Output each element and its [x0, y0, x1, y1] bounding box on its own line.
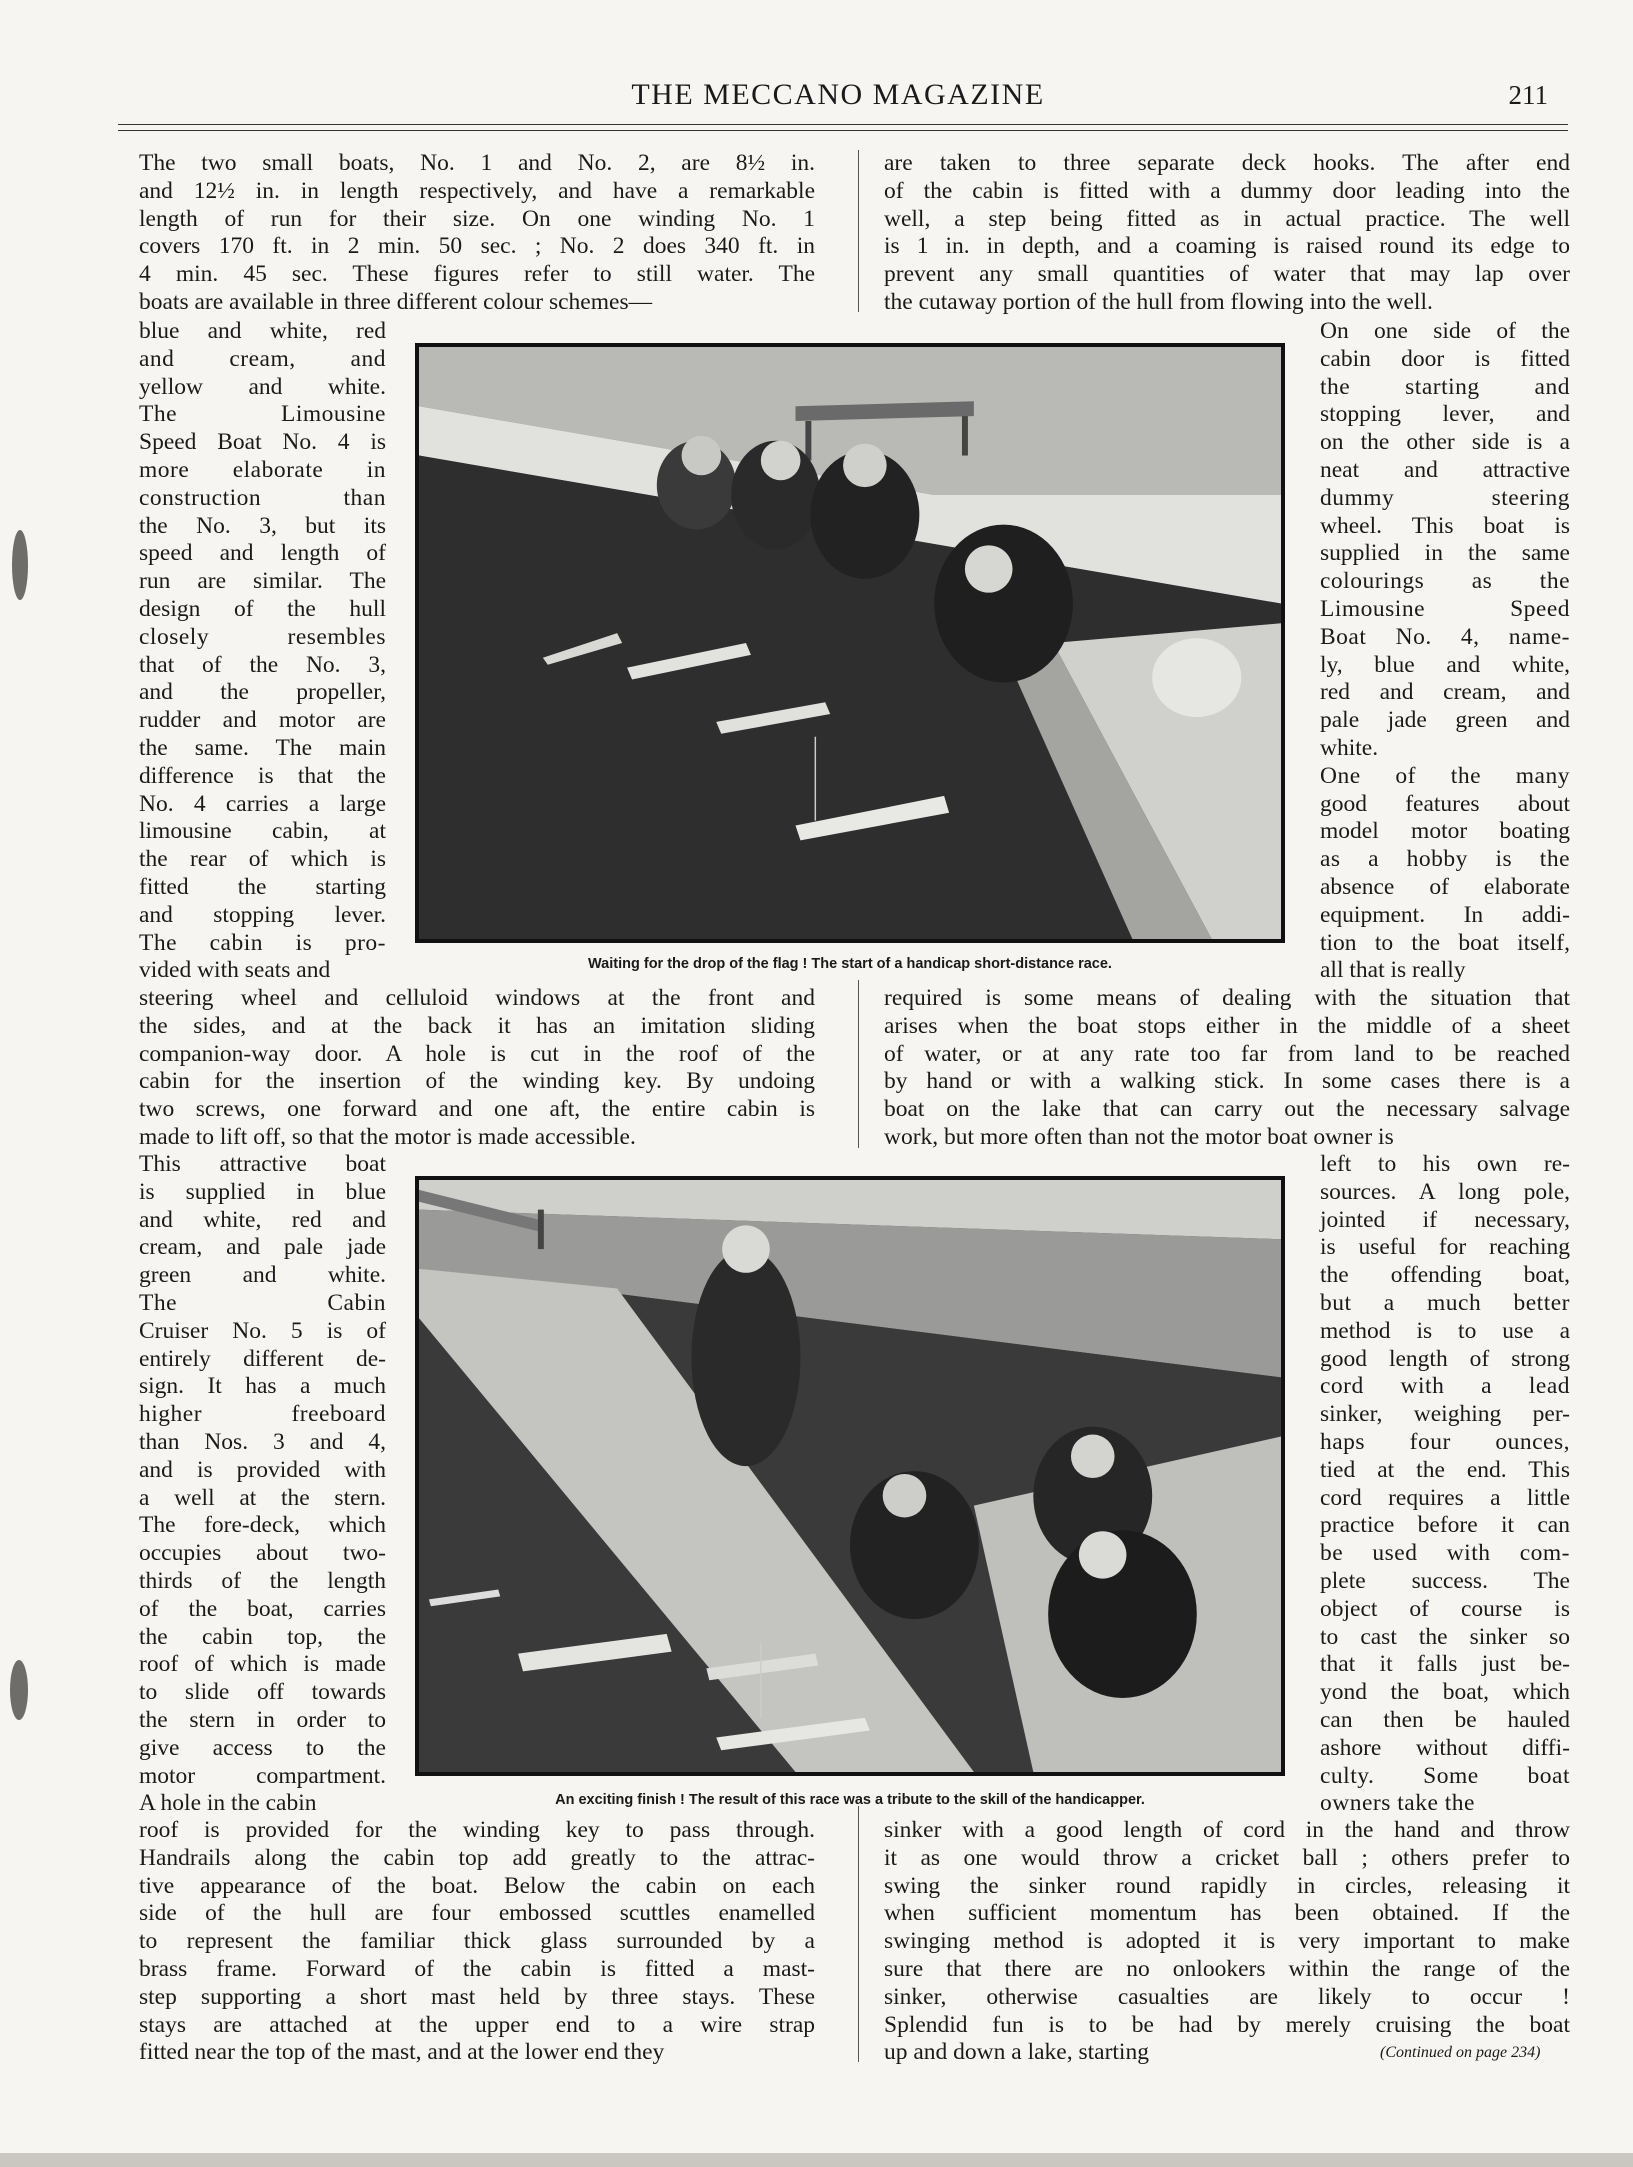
text-line: stays are attached at the upper end to a wire strap — [139, 2011, 815, 2038]
text-line: step supporting a short mast held by three stays. These — [139, 1983, 815, 2010]
text-line: and cream, and — [139, 345, 386, 372]
text-line: boats are available in three different colour schemes— — [139, 288, 653, 315]
text-line: and white, red and — [139, 1206, 386, 1233]
text-block-left-mid — [139, 985, 815, 1152]
text-line: on the other side is a — [1320, 429, 1570, 456]
text-block-right-mid — [884, 985, 1570, 1152]
text-line: can then be hauled — [1320, 1706, 1570, 1733]
text-line: but a much better — [1320, 1289, 1570, 1316]
text-line: fitted near the top of the mast, and at the lower end they — [139, 2039, 665, 2066]
text-line: brass frame. Forward of the cabin is fitted a mast- — [139, 1955, 815, 1982]
text-line: more elaborate in — [139, 456, 386, 483]
text-line: left to his own re- — [1320, 1151, 1570, 1177]
text-line: tied at the end. This — [1320, 1456, 1570, 1483]
text-line: difference is that the — [139, 762, 386, 789]
text-line: No. 4 carries a large — [139, 790, 386, 817]
text-line: wheel. This boat is — [1320, 512, 1570, 539]
text-line: haps four ounces, — [1320, 1428, 1570, 1455]
text-line: design of the hull — [139, 595, 386, 622]
text-line: The cabin is pro- — [139, 929, 386, 956]
text-line: prevent any small quantities of water that may lap over — [884, 261, 1570, 288]
photo-start-of-race-image — [419, 347, 1281, 939]
text-line: and stopping lever. — [139, 901, 386, 928]
text-line: motor compartment. — [139, 1762, 386, 1789]
text-line: The fore-deck, which — [139, 1512, 386, 1539]
text-line: practice before it can — [1320, 1512, 1570, 1539]
text-line: of the cabin is fitted with a dummy door leading into the — [884, 177, 1570, 204]
text-line: roof of which is made — [139, 1651, 386, 1678]
photo-start-of-race — [415, 343, 1285, 943]
text-line: The Limousine — [139, 401, 386, 428]
text-line: side of the hull are four embossed scuttles enamelled — [139, 1900, 815, 1927]
text-block-right-narrow-2 — [1320, 1151, 1570, 1818]
text-line: stopping lever, and — [1320, 401, 1570, 428]
scan-blot — [10, 1660, 28, 1720]
text-block-left-narrow-1 — [139, 318, 386, 985]
text-line: On one side of the — [1320, 318, 1570, 344]
text-line: required is some means of dealing with the situation that — [884, 985, 1570, 1011]
text-block-left-narrow-2 — [139, 1151, 386, 1818]
text-block-left-top — [139, 150, 815, 317]
text-line: tion to the boat itself, — [1320, 929, 1570, 956]
text-line: ly, blue and white, — [1320, 651, 1570, 678]
page-number: 211 — [1508, 80, 1548, 110]
text-line: run are similar. The — [139, 568, 386, 595]
text-line: Splendid fun is to be had by merely cruising the boat — [884, 2011, 1570, 2038]
text-line: rudder and motor are — [139, 707, 386, 734]
text-line: cabin for the insertion of the winding key. By undoing — [139, 1068, 815, 1095]
text-line: well, a step being fitted as in actual practice. The well — [884, 205, 1570, 232]
text-line: all that is really — [1320, 957, 1466, 984]
text-line: two screws, one forward and one aft, the entire cabin is — [139, 1096, 815, 1123]
text-line: This attractive boat — [139, 1151, 386, 1177]
running-title: THE MECCANO MAGAZINE — [631, 78, 1045, 111]
text-line: sinker, otherwise casualties are likely to occur ! — [884, 1983, 1570, 2010]
text-line: the sides, and at the back it has an imitation sliding — [139, 1012, 815, 1039]
text-line: Handrails along the cabin top add greatly to the attrac- — [139, 1844, 815, 1871]
text-line: sign. It has a much — [139, 1373, 386, 1400]
text-line: work, but more often than not the motor boat owner is — [884, 1123, 1394, 1150]
text-line: higher freeboard — [139, 1401, 386, 1428]
photo-start-caption: Waiting for the drop of the flag ! The start of a handicap short-distance race. — [588, 956, 1112, 972]
text-line: construction than — [139, 484, 386, 511]
photo-exciting-finish-image — [419, 1180, 1281, 1772]
photo-finish-caption: An exciting finish ! The result of this race was a tribute to the skill of the handicapper. — [555, 1792, 1145, 1808]
text-line: green and white. — [139, 1262, 386, 1289]
page-header — [118, 78, 1558, 118]
text-line: ashore without diffi- — [1320, 1734, 1570, 1761]
header-rule-top — [118, 124, 1568, 125]
text-line: good length of strong — [1320, 1345, 1570, 1372]
text-line: supplied in the same — [1320, 540, 1570, 567]
text-line: good features about — [1320, 790, 1570, 817]
text-line: as a hobby is the — [1320, 846, 1570, 873]
text-line: sinker with a good length of cord in the hand and throw — [884, 1817, 1570, 1843]
text-line: is supplied in blue — [139, 1178, 386, 1205]
text-line: be used with com- — [1320, 1540, 1570, 1567]
text-line: by hand or with a walking stick. In some cases there is a — [884, 1068, 1570, 1095]
text-line: vided with seats and — [139, 957, 331, 984]
column-divider-middle — [858, 980, 859, 1148]
text-line: it as one would throw a cricket ball ; others prefer to — [884, 1844, 1570, 1871]
text-line: the No. 3, but its — [139, 512, 386, 539]
text-line: thirds of the length — [139, 1567, 386, 1594]
text-line: absence of elaborate — [1320, 873, 1570, 900]
text-line: Limousine Speed — [1320, 595, 1570, 622]
text-line: the stern in order to — [139, 1706, 386, 1733]
text-line: the offending boat, — [1320, 1262, 1570, 1289]
scan-blot — [12, 530, 28, 600]
text-line: to slide off towards — [139, 1679, 386, 1706]
text-line: yellow and white. — [139, 373, 386, 400]
text-line: and the propeller, — [139, 679, 386, 706]
text-line: of the boat, carries — [139, 1595, 386, 1622]
text-line: object of course is — [1320, 1595, 1570, 1622]
header-rule-bottom — [118, 130, 1568, 131]
text-line: occupies about two- — [139, 1540, 386, 1567]
text-line: and is provided with — [139, 1456, 386, 1483]
text-line: is useful for reaching — [1320, 1234, 1570, 1261]
text-line: blue and white, red — [139, 318, 386, 344]
text-line: to represent the familiar thick glass surrounded by a — [139, 1928, 815, 1955]
text-line: up and down a lake, starting — [884, 2039, 1149, 2066]
text-line: cord with a lead — [1320, 1373, 1570, 1400]
text-line: are taken to three separate deck hooks. The after end — [884, 150, 1570, 176]
text-line: The two small boats, No. 1 and No. 2, are 8½ in. — [139, 150, 815, 176]
text-line: culty. Some boat — [1320, 1762, 1570, 1789]
text-line: the starting and — [1320, 373, 1570, 400]
text-line: dummy steering — [1320, 484, 1570, 511]
scan-edge — [0, 2153, 1633, 2167]
text-line: steering wheel and celluloid windows at the front and — [139, 985, 815, 1011]
text-line: fitted the starting — [139, 873, 386, 900]
text-line: arises when the boat stops either in the middle of a sheet — [884, 1012, 1570, 1039]
text-line: cream, and pale jade — [139, 1234, 386, 1261]
text-line: swing the sinker round rapidly in circles, releasing it — [884, 1872, 1570, 1899]
text-line: owners take the — [1320, 1790, 1475, 1817]
text-line: red and cream, and — [1320, 679, 1570, 706]
text-line: cord requires a little — [1320, 1484, 1570, 1511]
text-line: closely resembles — [139, 623, 386, 650]
text-line: that it falls just be- — [1320, 1651, 1570, 1678]
text-line: than Nos. 3 and 4, — [139, 1428, 386, 1455]
text-line: cabin door is fitted — [1320, 345, 1570, 372]
text-block-right-top — [884, 150, 1570, 317]
text-line: jointed if necessary, — [1320, 1206, 1570, 1233]
text-line: Cruiser No. 5 is of — [139, 1317, 386, 1344]
text-line: roof is provided for the winding key to pass through. — [139, 1817, 815, 1843]
text-line: of water, or at any rate too far from land to be reached — [884, 1040, 1570, 1067]
text-block-right-bottom — [884, 1817, 1570, 2067]
text-line: boat on the lake that can carry out the necessary salvage — [884, 1096, 1570, 1123]
text-line: equipment. In addi- — [1320, 901, 1570, 928]
text-line: A hole in the cabin — [139, 1790, 317, 1817]
text-line: swinging method is adopted it is very important to make — [884, 1928, 1570, 1955]
text-line: yond the boat, which — [1320, 1679, 1570, 1706]
text-line: a well at the stern. — [139, 1484, 386, 1511]
text-line: One of the many — [1320, 762, 1570, 789]
text-line: colourings as the — [1320, 568, 1570, 595]
text-line: white. — [1320, 734, 1379, 761]
text-line: covers 170 ft. in 2 min. 50 sec. ; No. 2 does 340 ft. in — [139, 233, 815, 260]
column-divider-top — [858, 150, 859, 312]
text-line: plete success. The — [1320, 1567, 1570, 1594]
continued-note: (Continued on page 234) — [1380, 2044, 1541, 2061]
text-line: pale jade green and — [1320, 707, 1570, 734]
text-line: The Cabin — [139, 1289, 386, 1316]
text-line: neat and attractive — [1320, 456, 1570, 483]
text-line: length of run for their size. On one winding No. 1 — [139, 205, 815, 232]
text-line: made to lift off, so that the motor is made accessible. — [139, 1123, 636, 1150]
text-line: sinker, weighing per- — [1320, 1401, 1570, 1428]
text-line: the rear of which is — [139, 846, 386, 873]
text-line: give access to the — [139, 1734, 386, 1761]
text-line: when sufficient momentum has been obtained. If the — [884, 1900, 1570, 1927]
photo-exciting-finish — [415, 1176, 1285, 1776]
text-line: the same. The main — [139, 734, 386, 761]
text-line: limousine cabin, at — [139, 818, 386, 845]
text-block-left-bottom — [139, 1817, 815, 2067]
text-line: 4 min. 45 sec. These figures refer to still water. The — [139, 261, 815, 288]
text-line: sources. A long pole, — [1320, 1178, 1570, 1205]
text-line: that of the No. 3, — [139, 651, 386, 678]
text-line: the cutaway portion of the hull from flowing into the well. — [884, 288, 1433, 315]
text-block-right-narrow-1 — [1320, 318, 1570, 985]
text-line: sure that there are no onlookers within the range of the — [884, 1955, 1570, 1982]
column-divider-bottom — [858, 1806, 859, 2062]
text-line: tive appearance of the boat. Below the cabin on each — [139, 1872, 815, 1899]
text-line: is 1 in. in depth, and a coaming is raised round its edge to — [884, 233, 1570, 260]
text-line: to cast the sinker so — [1320, 1623, 1570, 1650]
text-line: Boat No. 4, name- — [1320, 623, 1570, 650]
text-line: the cabin top, the — [139, 1623, 386, 1650]
text-line: and 12½ in. in length respectively, and have a remarkable — [139, 177, 815, 204]
text-line: method is to use a — [1320, 1317, 1570, 1344]
text-line: model motor boating — [1320, 818, 1570, 845]
text-line: speed and length of — [139, 540, 386, 567]
text-line: Speed Boat No. 4 is — [139, 429, 386, 456]
text-line: entirely different de- — [139, 1345, 386, 1372]
text-line: companion-way door. A hole is cut in the roof of the — [139, 1040, 815, 1067]
